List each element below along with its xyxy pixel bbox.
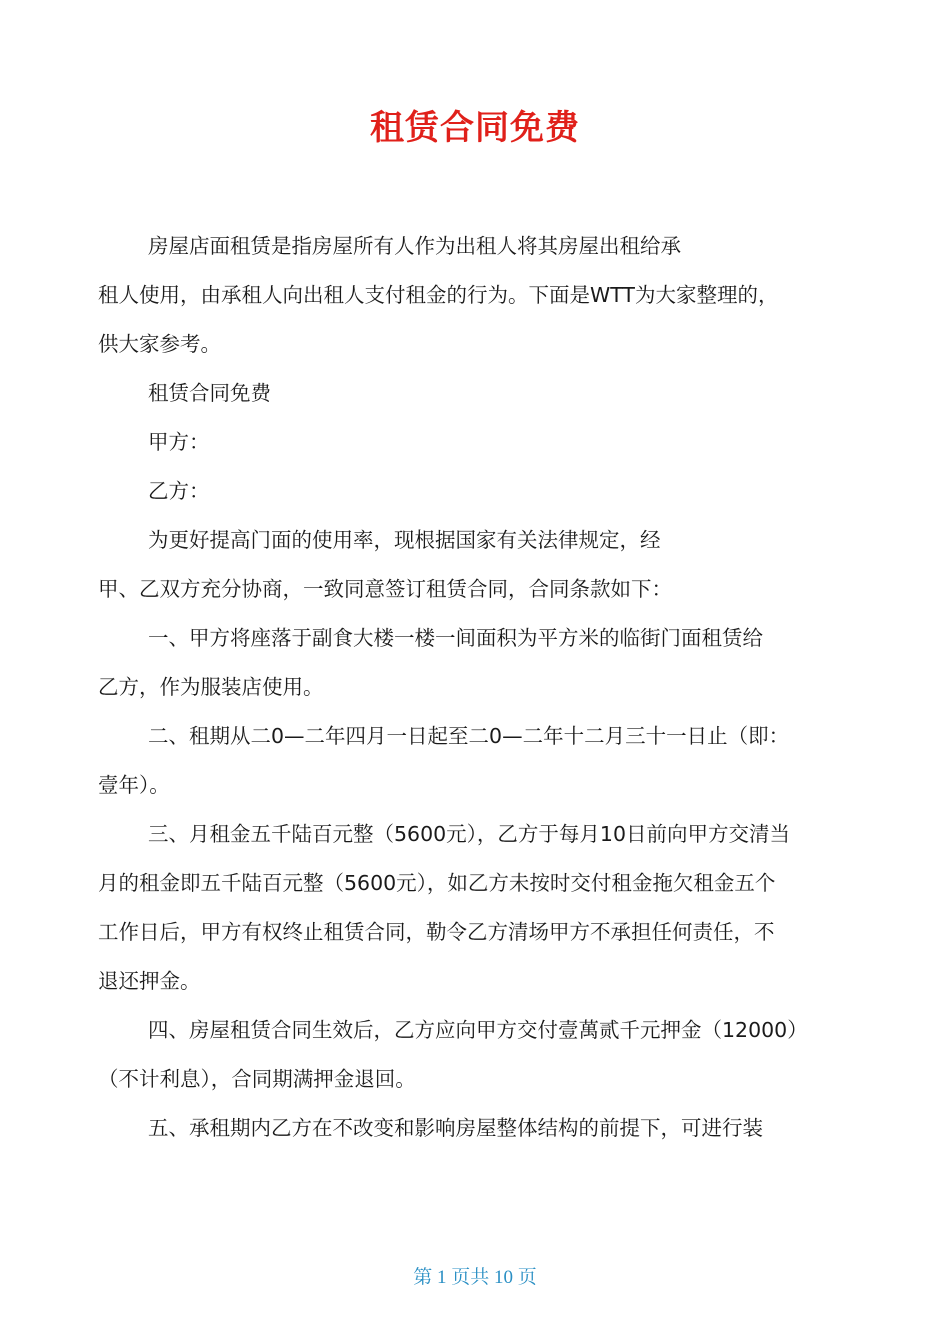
paragraph-line: （不计利息），合同期满押金退回。	[98, 1067, 416, 1091]
paragraph-line: 租人使用，由承租人向出租人支付租金的行为。下面是WTT为大家整理的，	[98, 283, 779, 307]
paragraph-line: 四、房屋租赁合同生效后，乙方应向甲方交付壹萬贰千元押金（12000）	[148, 1018, 808, 1042]
paragraph-line: 退还押金。	[98, 969, 201, 993]
document-title: 租赁合同免费	[370, 108, 580, 148]
paragraph-line: 供大家参考。	[98, 332, 221, 356]
paragraph-line: 工作日后，甲方有权终止租赁合同，勒令乙方清场甲方不承担任何责任，不	[98, 920, 775, 944]
paragraph-line: 乙方，作为服装店使用。	[98, 675, 324, 699]
document-body	[98, 222, 858, 1153]
paragraph-line: 二、租期从二0—二年四月一日起至二0—二年十二月三十一日止（即：	[148, 724, 790, 748]
page-footer: 第 1 页共 10 页	[413, 1267, 537, 1288]
paragraph-line: 甲方：	[148, 430, 210, 454]
paragraph-line: 五、承租期内乙方在不改变和影响房屋整体结构的前提下，可进行装	[148, 1116, 763, 1140]
paragraph-line: 月的租金即五千陆百元整（5600元），如乙方未按时交付租金拖欠租金五个	[98, 871, 776, 895]
paragraph-line: 为更好提高门面的使用率，现根据国家有关法律规定，经	[148, 528, 661, 552]
paragraph-line: 租赁合同免费	[148, 381, 271, 405]
paragraph-line: 一、甲方将座落于副食大楼一楼一间面积为平方米的临街门面租赁给	[148, 626, 763, 650]
paragraph-line: 三、月租金五千陆百元整（5600元），乙方于每月10日前向甲方交清当	[148, 822, 791, 846]
paragraph-line: 壹年）。	[98, 773, 170, 797]
paragraph-line: 房屋店面租赁是指房屋所有人作为出租人将其房屋出租给承	[148, 234, 681, 258]
paragraph-line: 乙方：	[148, 479, 210, 503]
paragraph-line: 甲、乙双方充分协商，一致同意签订租赁合同，合同条款如下：	[98, 577, 672, 601]
